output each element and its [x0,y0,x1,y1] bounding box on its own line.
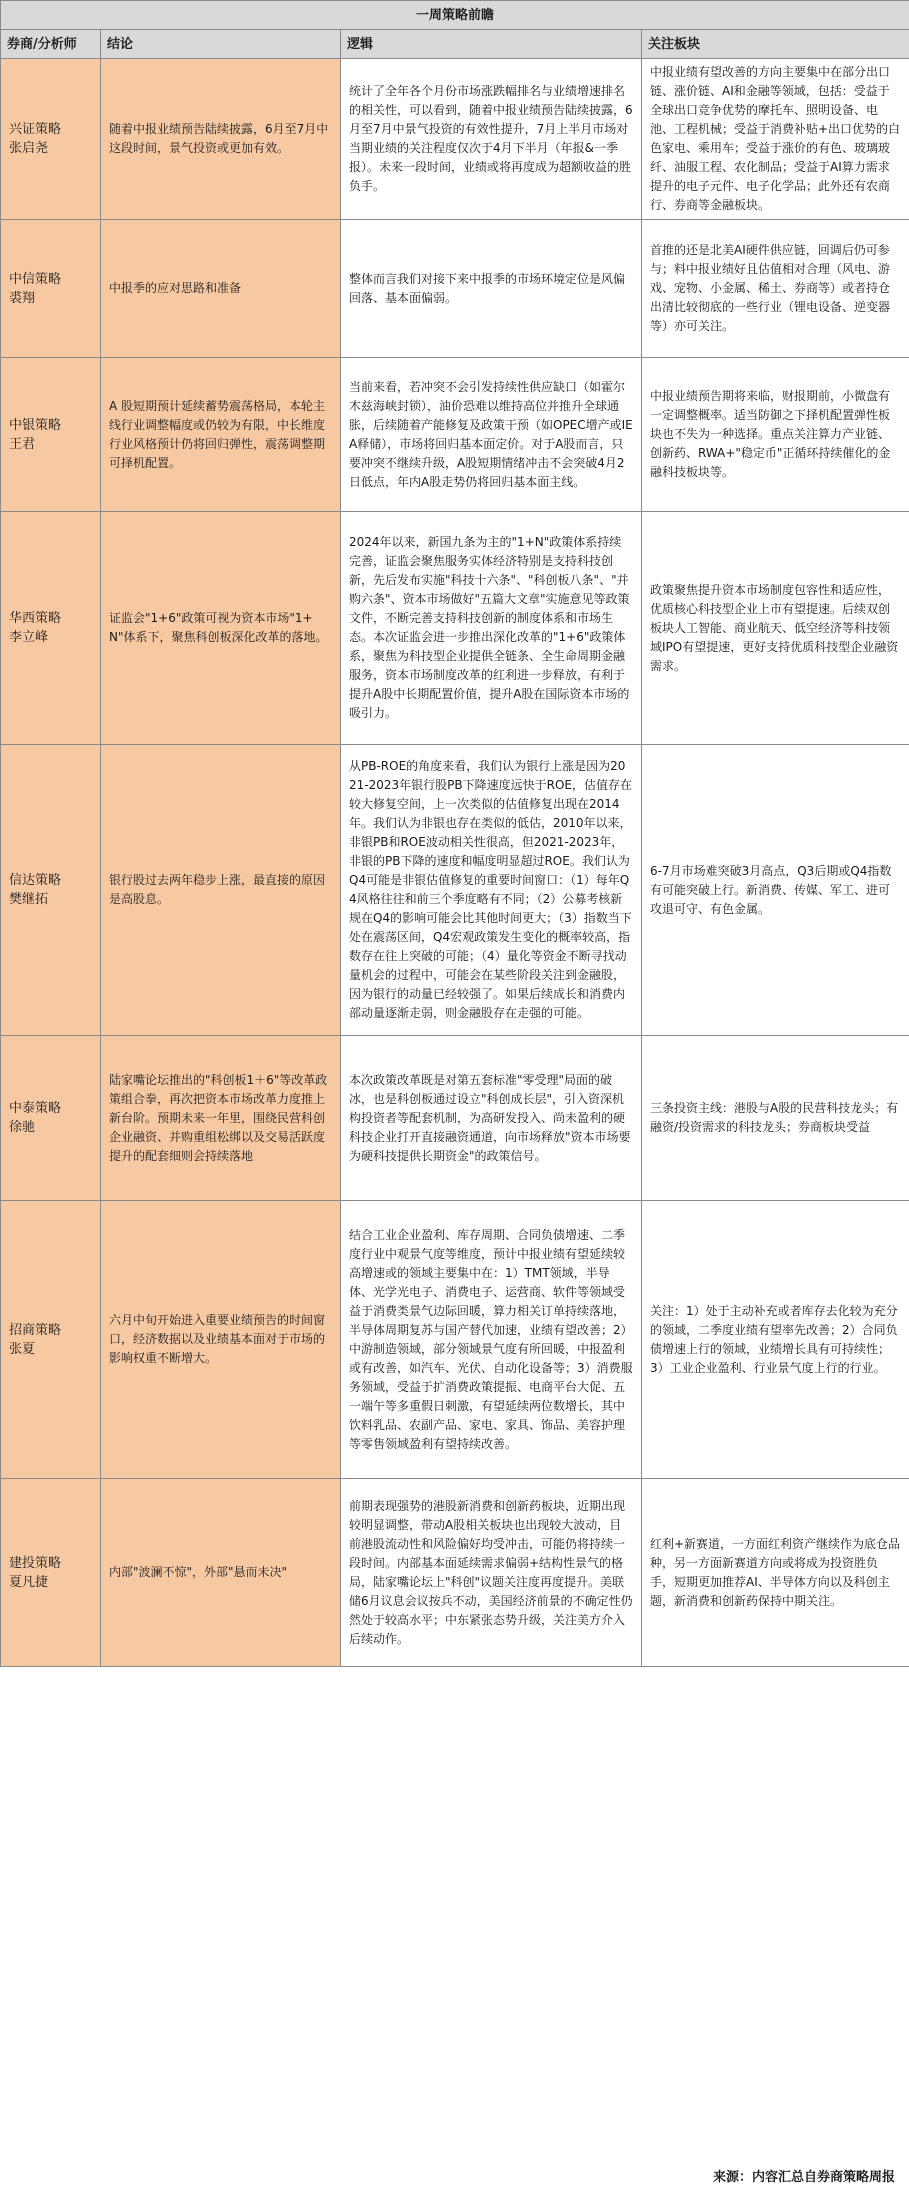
conclusion-cell: 证监会"1+6"政策可视为资本市场"1+N"体系下，聚焦科创板深化改革的落地。 [101,512,341,745]
firm-cell [1,220,101,358]
firm-name: 中信策略 [9,271,62,287]
analyst-name: 李立峰 [9,630,49,645]
header-firm: 券商/分析师 [1,30,101,59]
firm-name: 华西策略 [9,611,62,626]
conclusion-cell: 随着中报业绩预告陆续披露，6月至7月中这段时间，景气投资或更加有效。 [101,59,341,220]
firm-cell [1,358,101,512]
focus-cell: 关注：1）处于主动补充或者库存去化较为充分的领域，二季度业绩有望率先改善；2）合同负债增速上行的领域，业绩增长具有可持续性；3）工业企业盈利、行业景气度上行的行业。 [642,1201,909,1479]
table-row [1,1479,909,1667]
conclusion-cell: 陆家嘴论坛推出的"科创板1＋6"等改革政策组合拳，再次把资本市场改革力度推上新台阶。预期未来一年里，围绕民营科创企业融资、并购重组松绑以及交易活跃度提升的配套细则会持续落地 [101,1036,341,1201]
table-row [1,745,909,1036]
table-row [1,358,909,512]
logic-cell: 整体而言我们对接下来中报季的市场环境定位是风偏回落、基本面偏弱。 [341,220,642,358]
analyst-name: 裘翔 [9,290,36,306]
firm-name: 建投策略 [9,1555,62,1571]
table-row [1,512,909,745]
firm-name: 招商策略 [9,1322,62,1338]
focus-cell: 红利+新赛道，一方面红利资产继续作为底仓品种，另一方面新赛道方向或将成为投资胜负手，短期更加推荐AI、半导体方向以及科创主题，新消费和创新药保持中期关注。 [642,1479,909,1667]
firm-cell [1,1479,101,1667]
logic-cell: 当前来看，若冲突不会引发持续性供应缺口（如霍尔木兹海峡封锁），油价恐难以维持高位并推升全球通胀，后续随着产能修复及政策干预（如OPEC增产或IEA释储），市场将回归基本面定价。对于A股而言，只要冲突不继续升级，A股短期情绪冲击不会突破4月2日低点，年内A股走势仍将回归基本面主线。 [341,358,642,512]
firm-cell [1,59,101,220]
firm-cell [1,745,101,1036]
analyst-name: 夏凡捷 [9,1574,49,1590]
firm-name: 中泰策略 [9,1101,62,1116]
title-row [1,1,909,30]
header-row [1,30,909,59]
conclusion-cell: 银行股过去两年稳步上涨，最直接的原因是高股息。 [101,745,341,1036]
logic-cell: 统计了全年各个月份市场涨跌幅排名与业绩增速排名的相关性，可以看到，随着中报业绩预告陆续披露，6月至7月中景气投资的有效性提升，7月上半月市场对当期业绩的关注程度仅次于4月下半月（年报&一季报）。未来一段时间，业绩或将再度成为超额收益的胜负手。 [341,59,642,220]
logic-cell: 前期表现强势的港股新消费和创新药板块，近期出现较明显调整，带动A股相关板块也出现较大波动，目前港股流动性和风险偏好均受冲击，可能仍将持续一段时间。内部基本面延续需求偏弱+结构性景气的格局，陆家嘴论坛上"科创"议题关注度再度提升。美联储6月议息会议按兵不动，美国经济前景的不确定性仍然处于较高水平；中东紧张态势升级，关注美方介入后续动作。 [341,1479,642,1667]
table-row [1,59,909,220]
firm-cell [1,1036,101,1201]
analyst-name: 王君 [9,436,36,452]
focus-cell: 首推的还是北美AI硬件供应链，回调后仍可参与；料中报业绩好且估值相对合理（风电、游戏、宠物、小金属、稀土、券商等）或者持仓出清比较彻底的一些行业（锂电设备、逆变器等）亦可关注。 [642,220,909,358]
firm-name: 兴证策略 [9,122,62,137]
table-row [1,1036,909,1201]
logic-cell: 2024年以来，新国九条为主的"1+N"政策体系持续完善，证监会聚焦服务实体经济特别是支持科技创新，先后发布实施"科技十六条"、"科创板八条"、"并购六条"、资本市场做好"五篇大文章"实施意见等政策文件，不断完善支持科技创新的制度体系和市场生态。本次证监会进一步推出深化改革的"1+6"政策体系，聚焦为科技型企业提供全链条、全生命周期金融服务，资本市场制度改革的红利进一步释放，有利于提升A股中长期配置价值，提升A股在国际资本市场的吸引力。 [341,512,642,745]
table-row [1,1201,909,1479]
focus-cell: 三条投资主线：港股与A股的民营科技龙头；有融资/投资需求的科技龙头；券商板块受益 [642,1036,909,1201]
conclusion-cell: 中报季的应对思路和准备 [101,220,341,358]
logic-cell: 本次政策改革既是对第五套标准"零受理"局面的破冰，也是科创板通过设立"科创成长层"，引入资深机构投资者等配套机制，为高研发投入、尚未盈利的硬科技企业打开直接融资通道，向市场释放"资本市场要为硬科技提供长期资金"的政策信号。 [341,1036,642,1201]
firm-cell [1,1201,101,1479]
table-row [1,220,909,358]
conclusion-cell: A 股短期预计延续蓄势震荡格局，本轮主线行业调整幅度或仍较为有限，中长维度行业风格预计仍将回归弹性，震荡调整期可择机配置。 [101,358,341,512]
focus-cell: 中报业绩有望改善的方向主要集中在部分出口链、涨价链、AI和金融等领域，包括：受益于全球出口竞争优势的摩托车、照明设备、电池、工程机械；受益于消费补贴+出口优势的白色家电、乘用车；受益于涨价的有色、玻璃玻纤、油服工程、农化制品；受益于AI算力需求提升的电子元件、电子化学品；此外还有农商行、券商等金融板块。 [642,59,909,220]
header-logic: 逻辑 [341,30,642,59]
table-title: 一周策略前瞻 [1,1,909,30]
firm-name: 中银策略 [9,417,62,433]
header-focus: 关注板块 [642,30,909,59]
conclusion-cell: 六月中旬开始进入重要业绩预告的时间窗口，经济数据以及业绩基本面对于市场的影响权重不断增大。 [101,1201,341,1479]
analyst-name: 张夏 [9,1341,36,1357]
firm-cell [1,512,101,745]
logic-cell: 结合工业企业盈利、库存周期、合同负债增速、二季度行业中观景气度等维度，预计中报业绩有望延续较高增速或的领域主要集中在：1）TMT领域，半导体、光学光电子、消费电子、运营商、软件等领域受益于消费类景气边际回暖，算力相关订单持续落地，半导体周期复苏与国产替代加速，业绩有望改善；2）中游制造领域，部分领域景气度有所回暖，中报盈利或有改善，如汽车、光伏、自动化设备等；3）消费服务领域，受益于扩消费政策提振、电商平台大促、五一端午等多重假日刺激，有望延续两位数增长，其中饮料乳品、农副产品、家电、家具、饰品、美容护理等零售领域盈利有望持续改善。 [341,1201,642,1479]
logic-cell: 从PB-ROE的角度来看，我们认为银行上涨是因为2021-2023年银行股PB下降速度远快于ROE，估值存在较大修复空间，上一次类似的估值修复出现在2014年。我们认为非银也存在类似的低估，2010年以来，非银PB和ROE波动相关性很高，但2021-2023年，非银的PB下降的速度和幅度明显超过ROE。我们认为Q4可能是非银估值修复的重要时间窗口：（1）每年Q4风格往往和前三个季度略有不同；（2）公募考核新规在Q4的影响可能会比其他时间更大；（3）指数当下处在震荡区间，Q4宏观政策发生变化的概率较高，指数存在往上突破的可能；（4）量化等资金不断寻找动量机会的过程中，可能会在某些阶段关注到金融股，因为银行的动量已经较强了。如果后续成长和消费内部动量逐渐走弱，则金融股存在走强的可能。 [341,745,642,1036]
firm-name: 信达策略 [9,873,62,888]
analyst-name: 张启尧 [9,141,49,156]
analyst-name: 樊继拓 [9,892,49,907]
conclusion-cell: 内部"波澜不惊"，外部"悬而未决" [101,1479,341,1667]
focus-cell: 中报业绩预告期将来临，财报期前，小微盘有一定调整概率。适当防御之下择机配置弹性板块也不失为一种选择。重点关注算力产业链、创新药、RWA+"稳定币"正循环持续催化的金融科技板块等。 [642,358,909,512]
header-conclusion: 结论 [101,30,341,59]
focus-cell: 政策聚焦提升资本市场制度包容性和适应性，优质核心科技型企业上市有望提速。后续双创板块人工智能、商业航天、低空经济等科技领域IPO有望提速，更好支持优质科技型企业融资需求。 [642,512,909,745]
analyst-name: 徐驰 [9,1120,36,1135]
source-footer: 来源：内容汇总自券商策略周报 [712,2170,895,2185]
focus-cell: 6-7月市场难突破3月高点，Q3后期或Q4指数有可能突破上行。新消费、传媒、军工、进可攻退可守、有色金属。 [642,745,909,1036]
